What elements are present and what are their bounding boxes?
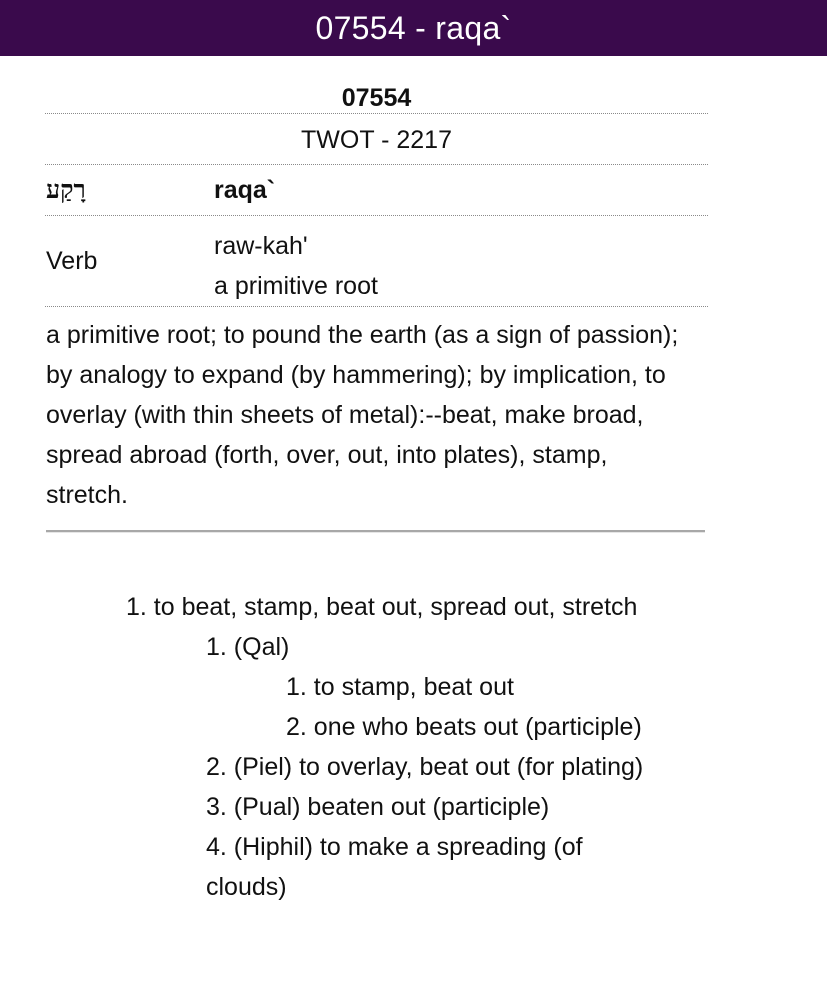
word-row [45,165,708,216]
part-of-speech: Verb [46,246,98,275]
list-item: 1. (Qal) [206,633,290,661]
pronunciation: raw-kah' [214,232,308,260]
title-bar [0,0,827,56]
divider [46,530,705,533]
strongs-number-row [45,56,708,114]
pronunciation-row [45,216,708,307]
twot-row [45,114,708,165]
definition-outline [0,587,827,907]
definition-text: a primitive root; to pound the earth (as a sign of passion); by analogy to expand (by hammering); by implication, to overlay (with thin sheets of metal):--beat, make broad, spread abroad (forth, over, out, into plates), stamp, stretch. [46,321,679,509]
list-item: 1. to beat, stamp, beat out, spread out, stretch [126,593,638,621]
list-item: 3. (Pual) beaten out (participle) [206,793,550,821]
list-item: 4. (Hiphil) to make a spreading (of clouds) [206,833,583,901]
list-item: 2. one who beats out (participle) [286,713,642,741]
list-item: 1. to stamp, beat out [286,673,514,701]
lexicon-entry [45,56,708,533]
hebrew-word: רָקַע [46,175,86,204]
twot-reference: TWOT - 2217 [301,126,452,154]
transliteration: raqa` [214,176,276,204]
list-item: 2. (Piel) to overlay, beat out (for plating) [206,753,644,781]
word-origin: a primitive root [214,272,378,300]
strongs-number: 07554 [341,84,412,112]
page-title: 07554 - raqa` [315,9,512,46]
